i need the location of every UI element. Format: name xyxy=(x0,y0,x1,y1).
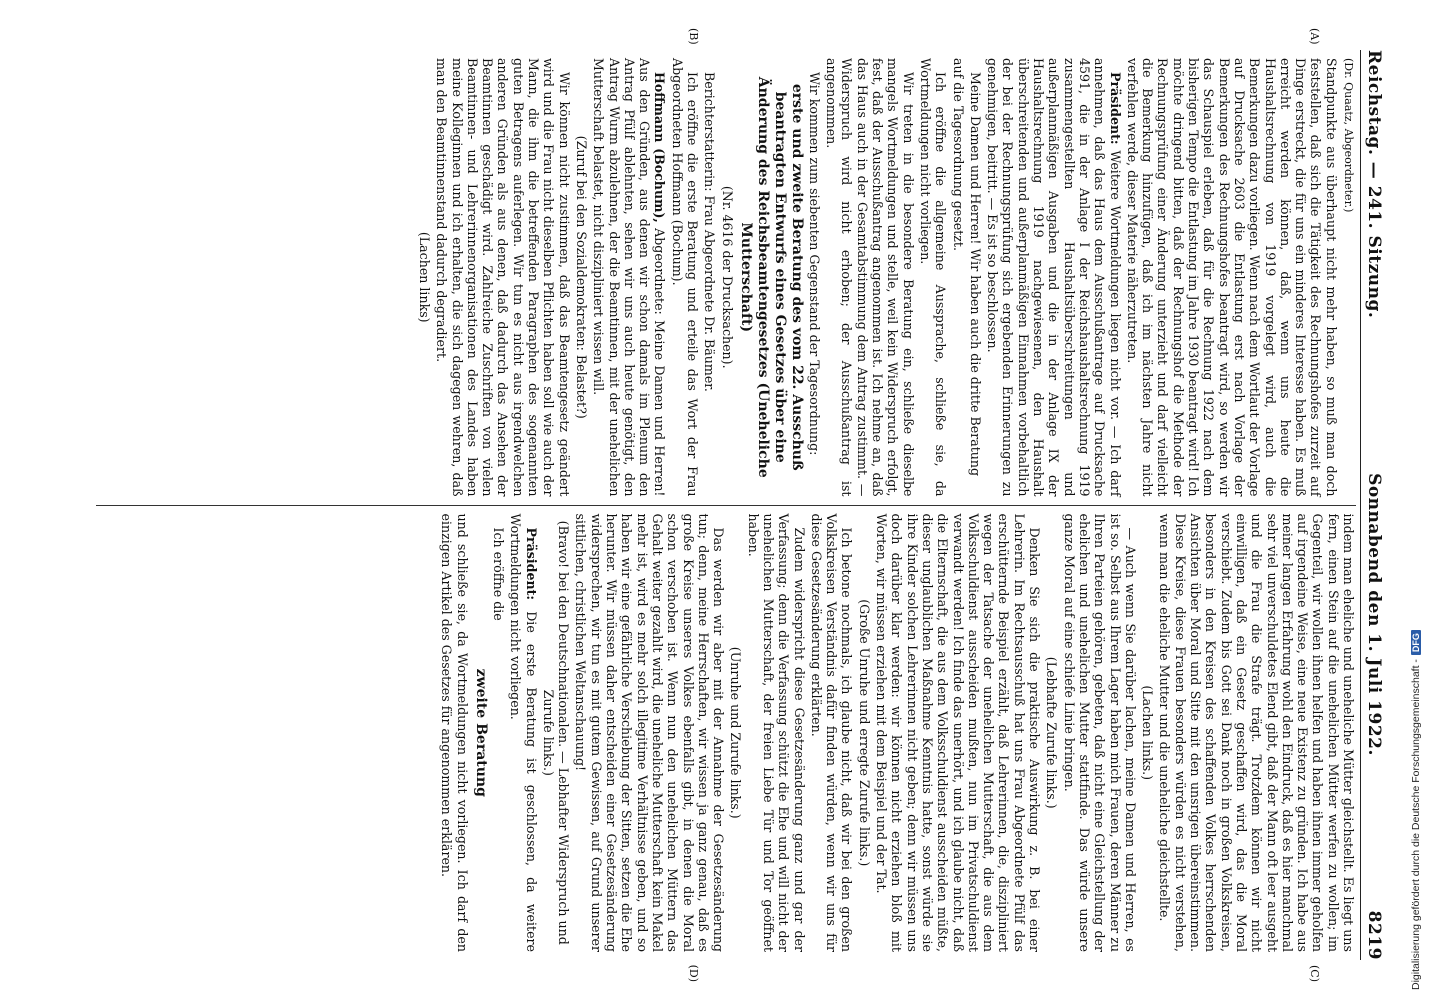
margin-marker-b: (B) xyxy=(687,28,700,45)
interjection: (Große Unruhe und erregte Zurufe links.) xyxy=(856,599,872,867)
paragraph-text: Weitere Wortmeldungen liegen nicht vor. — Ich darf annehmen, daß das Haus dem Ausschußantrage auf Drucksache 4591, die in der Anlage I der Reichshaushaltsrechnung 1919 zusammengestellten Haushaltsüberschreitungen und außerplanmäßigen Ausgaben und die in der Anlage IX der Haushaltsrechnung 1919 nachgewiesenen, den Haushalt überschreitenden und außerplanmäßigen Einnahmen vorbehaltlich der bei der Rechnungsprüfung sich ergebenden Erinnerungen zu genehmigen, beitritt. — Es ist so beschlossen. xyxy=(985,58,1123,497)
paragraph: Wir treten in die besondere Beratung ein, schließe dieselbe mangels Wortmeldungen und stelle, weil kein Widerspruch erfolgt, fest, daß der Ausschußantrag angenommen ist. Ich nehme an, daß das Haus auch in der Gesamtabstimmung dem Antrag zustimmt. — Widerspruch wird nicht erhoben; der Ausschußantrag ist angenommen. xyxy=(824,58,916,497)
digitization-credit xyxy=(1406,0,1432,1000)
paragraph: Zudem widerspricht diese Gesetzesänderung ganz und gar der Verfassung; denn die Verfassung schützt die Ehe und will nicht der unehelichen Mutterschaft, der freien Liebe Tür und Tor geöffnet haben. xyxy=(745,513,807,952)
speaker-name: Präsident: xyxy=(1107,72,1123,145)
interjection: (Lebhafte Zurufe links.) xyxy=(1044,656,1060,809)
margin-marker-a: (A) xyxy=(1308,28,1321,45)
page-number: 8219 xyxy=(1364,910,1384,960)
paragraph: und schließe sie, da Wortmeldungen nicht vorliegen. Ich darf den einzigen Artikel des Gesetzes für angenommen erklären. xyxy=(439,513,470,952)
speaker-note: (Dr. Quaatz, Abgeordneter.) xyxy=(1342,58,1355,213)
agenda-heading: erste und zweite Beratung des vom 22. Ausschuß beantragten Entwurfs eines Gesetzes über eine Änderung des Reichsbeamtengesetzes (Uneheliche Mutterschaft) xyxy=(737,76,805,478)
interjection: (Unruhe und Zurufe links.) xyxy=(728,646,744,819)
paragraph: Das werden wir aber mit der Annahme der Gesetzesänderung tun; denn, meine Herrschaften, wir wissen ja ganz genau, daß es große Kreise unseres Volkes ebenfalls gibt, in denen die Moral schon verschoben ist. Wenn nun den unehelichen Müttern das Gehalt weiter gezahlt wird, die uneheliche Mutterschaft kein Makel mehr ist, wird es mehr solch illegitime Verhältnisse geben, und so haben wir eine gefährliche Verschiebung der Sitten, setzen die Ehe herunter. Wir müssen daher entscheiden einer Gesetzesänderung widersprechen, wir tun es mit gutem Gewissen, auf Grund unserer sittlichen, christlichen Weltanschauung! xyxy=(573,513,727,952)
paragraph: Wir kommen zum siebenten Gegenstand der Tagesordnung: xyxy=(806,72,822,456)
paragraph: Wir können nicht zustimmen, daß das Beamtengesetz geändert wird und die Frau nicht dieselben Pflichten haben soll wie auch der Mann, die ihm die betreffenden Paragraphen des sogenannten guten Betragens auferlegen. Wir tun es nicht aus irgendwelchen anderen Gründen als aus denen, daß dadurch das Ansehen der Beamtinnen geschädigt wird. Zahlreiche Zuschriften von vielen Beamtinnen- und Lehrerinnenorganisationen des Landes haben meine Kolleginnen und ich erhalten, die sich dagegen wehren, daß man den Beamtinnenstand dadurch degradiert. xyxy=(434,58,572,497)
agenda-reference: (Nr. 4616 der Drucksachen). xyxy=(719,185,735,369)
section-heading: zweite Beratung xyxy=(472,668,489,797)
header-center: Sonnabend den 1. Juli 1922. xyxy=(1364,473,1384,756)
credit-text xyxy=(1410,630,1422,990)
interjection: (Bravo! bei den Deutschnationalen. — Lebhafter Widerspruch und Zurufe links.) xyxy=(540,520,572,945)
paragraph: Standpunkte aus überhaupt nicht mehr haben, so muß man doch feststellen, daß sich die Tätigkeit des Rechnungshofes zurzeit auf Dinge erstreckt, die für uns ein minderes Interesse haben. Es muß erreicht werden können, daß, wenn uns heute die Haushaltsrechnung von 1919 vorgelegt wird, auch die Bemerkungen dazu vorliegen. Wenn nach dem Wortlaut der Vorlage auf Drucksache 2603 die Entlastung erst nach Vorlage der Bemerkungen des Rechnungshofes beantragt wird, so werden wir das Schauspiel erleben, daß für die Rechnung 1922 nach dem bisherigen Tempo die Entlastung im Jahre 1930 beantragt wird! Ich möchte dringend bitten, daß der Rechnungshof die Methode der Rechnungsprüfung einer Änderung unterzieht und darf vielleicht die Bemerkung hinzufügen, daß ich im nächsten Jahre nicht verfehlen werde, dieser Materie näherzutreten. xyxy=(1124,58,1339,497)
paragraph: Ich eröffne die allgemeine Aussprache, schließe sie, da Wortmeldungen nicht vorliegen. xyxy=(917,58,949,497)
paragraph: — Auch wenn Sie darüber lachen, meine Damen und Herren, es ist so. Selbst aus Ihrem Lager haben mich Frauen, deren Männer zu Ihren Parteien gehören, gebeten, daß nicht eine Gleichstellung der ehelichen und unehelichen Mutter stattfinde. Das würde unsere ganze Moral auf eine schiefe Linie bringen. xyxy=(1061,513,1138,952)
paragraph: Denken Sie sich die praktische Auswirkung z. B. bei einer Lehrerin. Im Rechtsausschuß hat uns Frau Abgeordnete Pfülf das erschütternde Beispiel erzählt, daß Lehrerinnen, die, diszipliniert wegen der Tatsache der unehelichen Mutterschaft, die aus dem Volksschuldienst ausscheiden mußten, nun im Privatschuldienst verwandt werden! Ich finde das unerhört, und ich glaube nicht, daß die Elternschaft, die aus dem Volksschuldienst ausscheiden müßte, dieser unglaublichen Maßnahme Kenntnis hatte, sonst würde sie ihre Kinder solchen Lehrerinnen nicht geben; denn wir müssen uns doch darüber klar werden: wir können nicht erziehen bloß mit Worten, wir müssen erziehen mit dem Beispiel und der Tat. xyxy=(874,513,1043,952)
header-left: Reichstag. — 241. Sitzung. xyxy=(1364,50,1384,319)
interjection: (Zuruf bei den Sozialdemokraten: Belastet?) xyxy=(573,135,589,419)
paragraph: Berichterstatterin: Frau Abgeordnete Dr. Bäumer. xyxy=(702,72,718,392)
interjection: (Lachen links.) xyxy=(1140,685,1156,781)
paragraph: Ich betone nochmals, ich glaube nicht, daß wir bei den großen Volkskreisen Verständnis dafür finden würden, wenn wir uns für diese Gesetzesänderung erklärten. xyxy=(808,513,855,952)
interjection: (Lachen links) xyxy=(416,231,432,323)
left-column xyxy=(96,28,1356,505)
document-page xyxy=(60,28,1390,982)
speaker-name: Hoffmann (Bochum), xyxy=(652,72,668,223)
paragraph: auf die Tagesordnung gesetzt. xyxy=(950,58,966,251)
paragraph-text: Abgeordnete: Meine Damen und Herren! Aus den Gründen, aus denen wir schon damals im Plenum den Antrag Pfülf ablehnten, sehen wir uns auch heute genötigt, den Antrag Wurm abzulehnen, der die Beamtinnen, mit der unehelichen Mutterschaft belastet, nicht diszipliniert wissen will. xyxy=(591,58,668,497)
paragraph: Meine Damen und Herren! Wir haben auch die dritte Beratung xyxy=(967,72,983,477)
right-column xyxy=(96,505,1356,982)
paragraph-text: Die erste Beratung ist geschlossen, da weitere Wortmeldungen nicht vorliegen. xyxy=(508,513,539,952)
speaker-name: Präsident: xyxy=(523,527,539,601)
paragraph: Ich eröffne die xyxy=(490,527,506,621)
paragraph: Ich eröffne die erste Beratung und erteile das Wort der Frau Abgeordneten Hoffmann (Bochum). xyxy=(669,58,701,497)
margin-marker-c: (C) xyxy=(1308,965,1321,982)
paragraph xyxy=(985,58,1123,497)
credit-label: Digitalisierung gefördert durch die Deutsche Forschungsgemeinschaft - xyxy=(1410,659,1422,990)
margin-marker-d: (D) xyxy=(687,964,700,982)
dfg-logo: DFG xyxy=(1411,630,1421,655)
paragraph xyxy=(591,58,667,497)
paragraph xyxy=(508,514,539,953)
page-header xyxy=(1360,50,1384,960)
paragraph: indem man eheliche und uneheliche Mütter gleichstellt. Es liegt uns fern, einen Stein auf die unehelichen Mütter werfen zu wollen; im Gegenteil, wir wollen ihnen helfen und haben ihnen immer geholfen auf irgendeine Weise, eine neue Existenz zu gründen. Ich habe aus meiner langen Erfahrung wohl den Eindruck, daß es hier manchmal sehr viel unverschuldetes Elend gibt, daß der Mann oft leer ausgeht und die Frau die Strafe trägt. Trotzdem können wir nicht einwilligen, daß ein Gesetz geschaffen wird, das die Moral verschiebt. Zudem bis Gott sei Dank noch in großen Volkskreisen, besonders in den Kreisen des schaffenden Volkes herrschenden Ansichten über Moral und Sitte mit den unsrigen übereinstimmen. Diese Kreise, diese Frauen besonders würden es nicht verstehen, wenn man die eheliche Mutter und die uneheliche gleichstellte. xyxy=(1157,513,1356,952)
